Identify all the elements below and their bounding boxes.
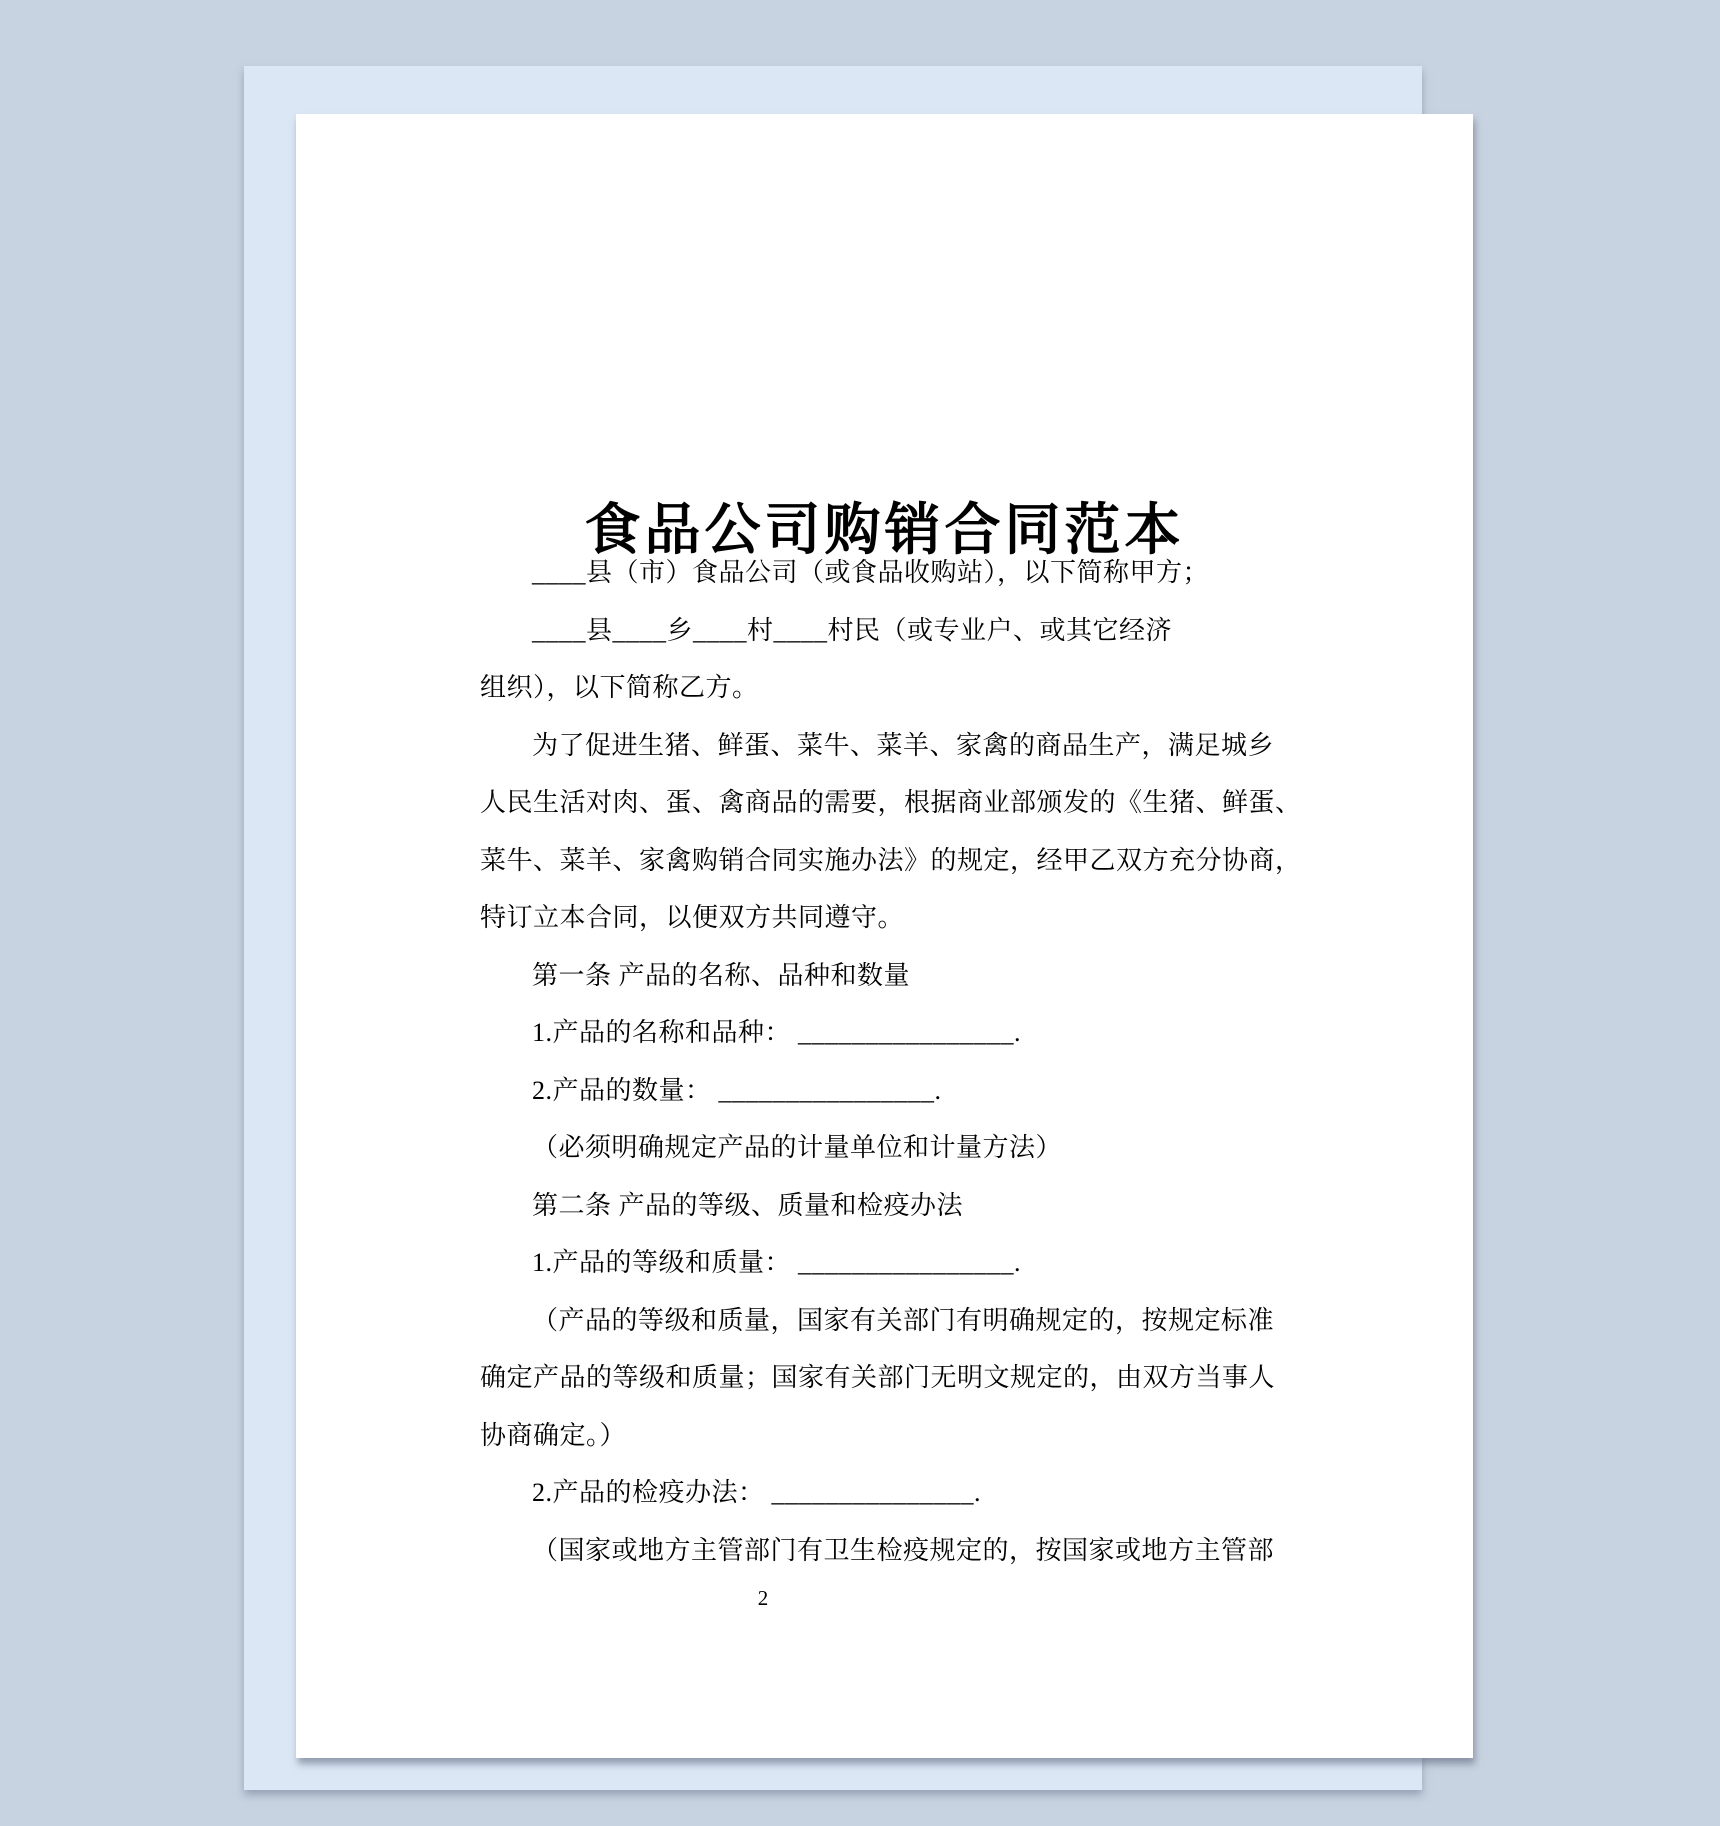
document-line: 1.产品的等级和质量： ________________. [532, 1248, 1022, 1277]
page-number: 2 [757, 1586, 769, 1610]
document-line: ____县（市）食品公司（或食品收购站），以下简称甲方； [532, 558, 1210, 587]
document-line: （产品的等级和质量，国家有关部门有明确规定的，按规定标准 [532, 1305, 1275, 1335]
document-body [480, 544, 1326, 1579]
document-line: 人民生活对肉、蛋、禽商品的需要，根据商业部颁发的《生猪、鲜蛋、 [480, 788, 1302, 817]
document-line: 2.产品的检疫办法： _______________. [532, 1478, 982, 1507]
document-line: 第一条 产品的名称、品种和数量 [532, 960, 911, 990]
document-line: （国家或地方主管部门有卫生检疫规定的，按国家或地方主管部 [532, 1535, 1275, 1565]
document-line: 2.产品的数量： ________________. [532, 1075, 942, 1105]
document-line: 组织），以下简称乙方。 [480, 673, 759, 702]
document-line: 确定产品的等级和质量；国家有关部门无明文规定的，由双方当事人 [480, 1363, 1276, 1392]
document-line: 菜牛、菜羊、家禽购销合同实施办法》的规定，经甲乙双方充分协商， [480, 845, 1302, 875]
document-page [296, 114, 1473, 1758]
document-line: 为了促进生猪、鲜蛋、菜牛、菜羊、家禽的商品生产，满足城乡 [532, 730, 1275, 760]
document-line: 1.产品的名称和品种： ________________. [532, 1018, 1022, 1047]
document-line: （必须明确规定产品的计量单位和计量方法） [532, 1133, 1063, 1162]
document-line: 协商确定。） [480, 1420, 627, 1450]
document-line: 特订立本合同，以便双方共同遵守。 [480, 903, 905, 932]
document-line: ____县____乡____村____村民（或专业户、或其它经济 [532, 615, 1173, 645]
document-line: 第二条 产品的等级、质量和检疫办法 [532, 1190, 964, 1220]
document-title: 食品公司购销合同范本 [584, 498, 1185, 561]
